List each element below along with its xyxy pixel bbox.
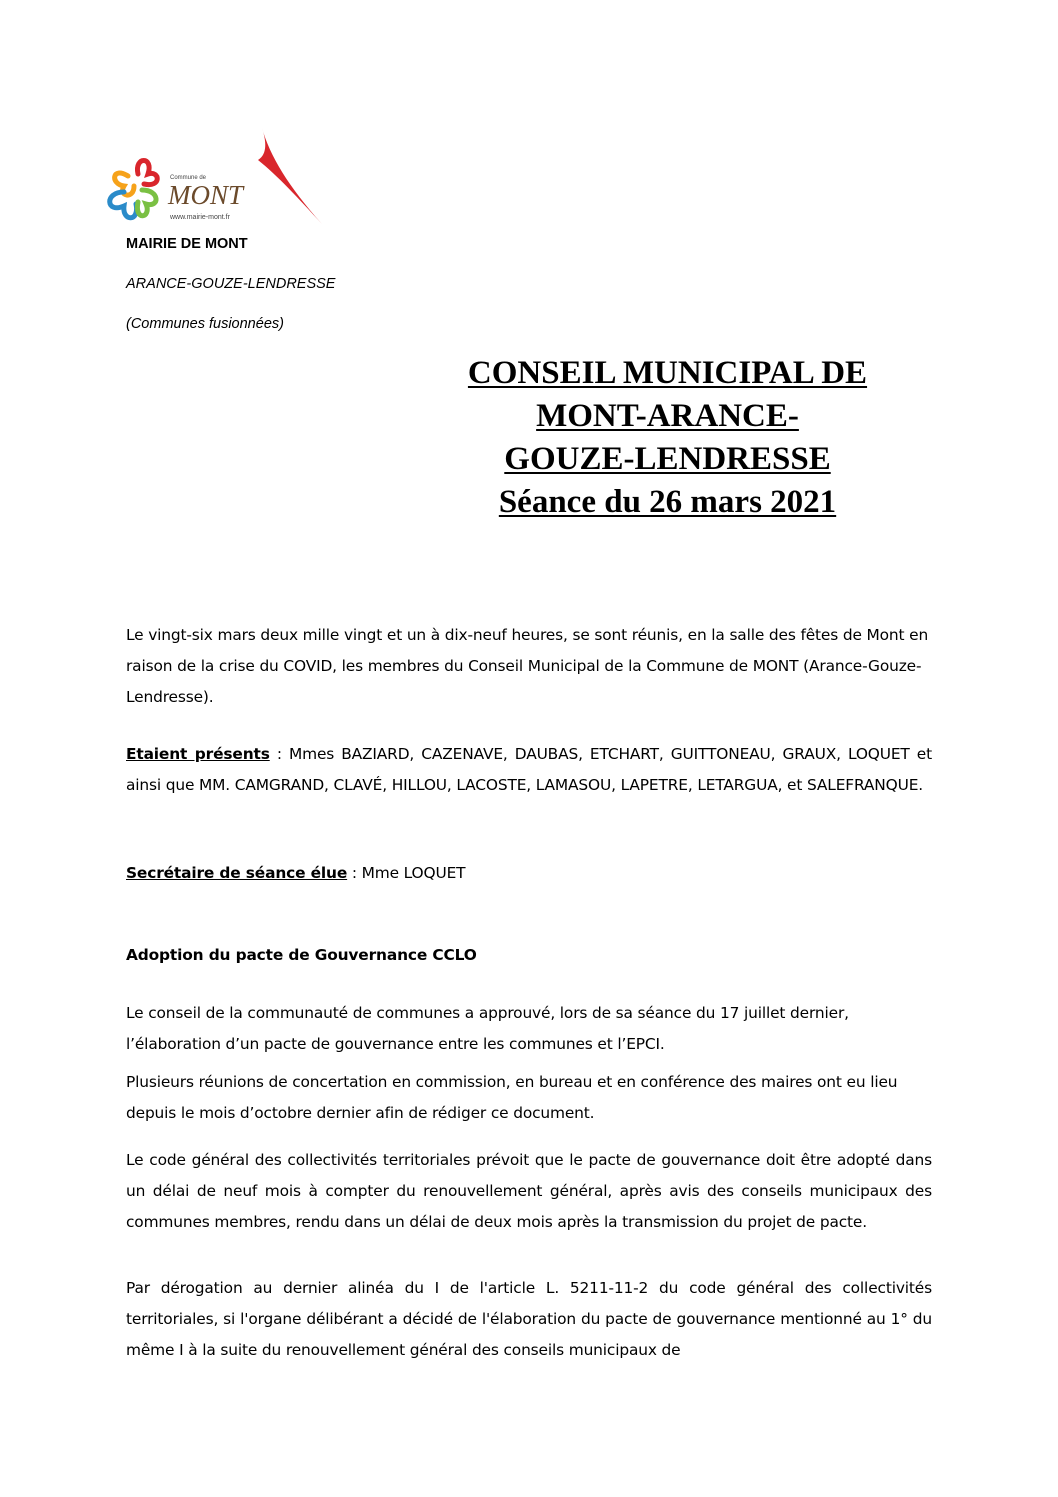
mairie-logo <box>98 126 333 231</box>
secretaire-text: : Mme LOQUET <box>347 864 466 882</box>
section-title: Adoption du pacte de Gouvernance CCLO <box>126 946 477 964</box>
paragraph-3: Le code général des collectivités territoriales prévoit que le pacte de gouvernance doit être adopté dans un délai de neuf mois à compter du renouvellement général, après avis des conseils municipaux des communes membres, rendu dans un délai de deux mois après la transmission du projet de pacte. <box>126 1151 932 1231</box>
logo-graphic <box>98 126 333 231</box>
paragraph-1: Le conseil de la communauté de communes a approuvé, lors de sa séance du 17 juillet dernier, l’élaboration d’un pacte de gouvernance entre les communes et l’EPCI. <box>126 1004 849 1053</box>
paragraph-2: Plusieurs réunions de concertation en commission, en bureau et en conférence des maires ont eu lieu depuis le mois d’octobre dernier afin de rédiger ce document. <box>126 1073 898 1122</box>
presents-paragraph <box>126 739 932 801</box>
communes-fusion: (Communes fusionnées) <box>126 316 284 332</box>
secretaire-paragraph <box>126 858 932 889</box>
document-title <box>420 352 915 524</box>
paragraph-4: Par dérogation au dernier alinéa du I de l'article L. 5211-11-2 du code général des collectivités territoriales, si l'organe délibérant a décidé de l'élaboration du pacte de gouvernance mentionné au 1° du même I à la suite du renouvellement général des conseils municipaux de <box>126 1279 932 1359</box>
intro-paragraph: Le vingt-six mars deux mille vingt et un à dix-neuf heures, se sont réunis, en la salle des fêtes de Mont en raison de la crise du COVID, les membres du Conseil Municipal de la Commune de MONT (Arance-Gouze-Lendresse). <box>126 626 929 706</box>
presents-text: : Mmes BAZIARD, CAZENAVE, DAUBAS, ETCHART, GUITTONEAU, GRAUX, LOQUET et ainsi que MM. CAMGRAND, CLAVÉ, HILLOU, LACOSTE, LAMASOU, LAPETRE, LETARGUA, et SALEFRANQUE. <box>126 745 932 794</box>
secretaire-label: Secrétaire de séance élue <box>126 864 348 882</box>
presents-label: Etaient présents <box>126 745 270 763</box>
logo-url: www.mairie-mont.fr <box>170 214 230 221</box>
mairie-name: MAIRIE DE MONT <box>126 236 248 252</box>
logo-brand: MONT <box>168 180 244 210</box>
title-line-2: MONT-ARANCE- <box>536 398 799 434</box>
title-line-3: GOUZE-LENDRESSE <box>504 441 831 477</box>
communes-name: ARANCE-GOUZE-LENDRESSE <box>126 276 336 292</box>
logo-small-text: Commune de <box>170 175 207 181</box>
title-line-4: Séance du 26 mars 2021 <box>498 484 837 520</box>
title-line-1: CONSEIL MUNICIPAL DE <box>467 355 868 391</box>
